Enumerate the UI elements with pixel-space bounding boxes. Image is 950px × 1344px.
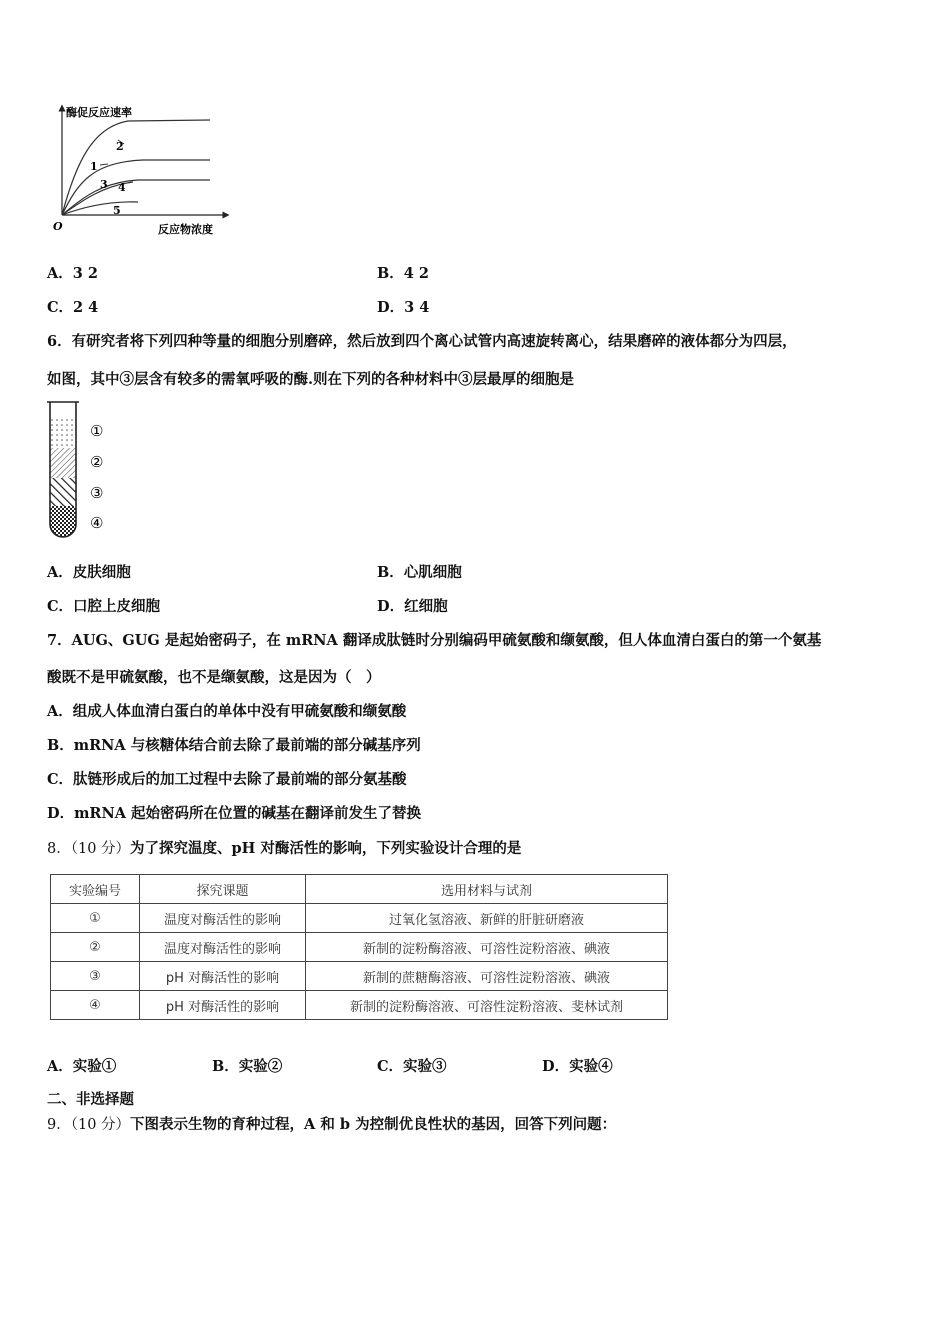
section-title: 二、非选择题	[47, 1091, 134, 1108]
q5-option-a[interactable]	[47, 262, 98, 283]
option-text: 皮肤细胞	[72, 564, 131, 581]
option-text: 实验③	[403, 1058, 447, 1075]
option-text: mRNA 起始密码所在位置的碱基在翻译前发生了替换	[74, 805, 422, 822]
option-text: 肽链形成后的加工过程中去除了最前端的部分氨基酸	[73, 771, 407, 788]
table-header: 探究课题	[140, 875, 306, 904]
q7-option-b[interactable]	[47, 734, 421, 755]
table-cell: ②	[51, 933, 140, 962]
question-number: 8．	[47, 841, 71, 857]
option-label: D．	[377, 299, 405, 316]
option-text: 口腔上皮细胞	[73, 598, 161, 615]
table-cell: ①	[51, 904, 140, 933]
question-score: （10 分）	[70, 841, 131, 857]
table-row	[51, 991, 668, 1020]
option-label: C．	[377, 1058, 404, 1075]
table-cell: 新制的淀粉酶溶液、可溶性淀粉溶液、斐林试剂	[306, 991, 668, 1020]
option-label: B．	[212, 1058, 239, 1075]
option-label: A．	[47, 1058, 73, 1075]
option-label: D．	[47, 805, 75, 822]
q8-option-b[interactable]	[212, 1055, 282, 1076]
q5-option-b[interactable]	[377, 262, 429, 283]
q8-option-c[interactable]	[377, 1055, 447, 1076]
option-label: A．	[47, 265, 73, 282]
q6-option-a[interactable]	[47, 561, 131, 582]
q6-stem-line2: 如图，其中③层含有较多的需氧呼吸的酶.则在下列的各种材料中③层最厚的细胞是	[47, 371, 575, 388]
option-text: 实验①	[72, 1058, 117, 1075]
table-cell: 温度对酶活性的影响	[140, 904, 306, 933]
option-text: 实验④	[569, 1058, 613, 1075]
q6-stem-line1: 6．有研究者将下列四种等量的细胞分别磨碎，然后放到四个离心试管内高速旋转离心，结果磨碎的液体都分为四层，	[47, 333, 797, 350]
q6-option-c[interactable]	[47, 595, 160, 616]
layer-1	[50, 418, 76, 448]
option-label: B．	[377, 265, 404, 282]
table-header: 选用材料与试剂	[306, 875, 668, 904]
option-text: 实验②	[238, 1058, 283, 1075]
q6-option-d[interactable]	[377, 595, 448, 616]
option-text: 2 4	[73, 299, 99, 316]
q7-option-d[interactable]	[47, 802, 421, 823]
q7-option-a[interactable]	[47, 700, 406, 721]
table-cell: 新制的蔗糖酶溶液、可溶性淀粉溶液、碘液	[306, 962, 668, 991]
option-label: A．	[47, 564, 73, 581]
x-axis-label: 反应物浓度	[158, 223, 213, 236]
option-text: 3 2	[72, 265, 98, 282]
q5-option-d[interactable]	[377, 296, 429, 317]
q8-option-a[interactable]	[47, 1055, 116, 1076]
curve-label-4: 4	[118, 181, 126, 194]
q7-stem-line2: 酸既不是甲硫氨酸，也不是缬氨酸，这是因为（ ）	[47, 669, 381, 686]
layer-2	[50, 448, 76, 478]
option-text: 组成人体血清白蛋白的单体中没有甲硫氨酸和缬氨酸	[72, 703, 407, 720]
curve-label-3: 3	[100, 178, 108, 191]
table-row	[51, 933, 668, 962]
option-label: D．	[542, 1058, 570, 1075]
option-text: 4 2	[403, 265, 429, 282]
q5-option-c[interactable]	[47, 296, 98, 317]
table-row	[51, 904, 668, 933]
table-cell: 温度对酶活性的影响	[140, 933, 306, 962]
layer-4	[50, 506, 76, 540]
curve-3	[62, 180, 210, 215]
y-axis-label: 酶促反应速率	[66, 106, 132, 119]
option-text: 红细胞	[404, 598, 448, 615]
question-text: 为了探究温度、pH 对酶活性的影响，下列实验设计合理的是	[130, 840, 522, 857]
enzyme-rate-figure	[48, 102, 238, 240]
tube-label-4: ④	[90, 514, 104, 532]
table-cell: pH 对酶活性的影响	[140, 962, 306, 991]
table-cell: ③	[51, 962, 140, 991]
option-text: 3 4	[404, 299, 430, 316]
option-label: A．	[47, 703, 73, 720]
curve-label-1: 1	[90, 160, 98, 173]
table-row	[51, 962, 668, 991]
q8-option-d[interactable]	[542, 1055, 613, 1076]
table-header: 实验编号	[51, 875, 140, 904]
curve-5	[62, 202, 138, 215]
table-cell: 新制的淀粉酶溶液、可溶性淀粉溶液、碘液	[306, 933, 668, 962]
table-cell: ④	[51, 991, 140, 1020]
option-label: B．	[47, 737, 74, 754]
table-header-row	[51, 875, 668, 904]
option-label: C．	[47, 299, 74, 316]
curve-1	[62, 160, 210, 215]
tube-label-2: ②	[90, 453, 104, 471]
q6-option-b[interactable]	[377, 561, 462, 582]
option-text: 心肌细胞	[403, 564, 462, 581]
experiment-table	[50, 874, 668, 1020]
tube-label-1: ①	[90, 422, 104, 440]
centrifuge-tube-figure	[40, 398, 130, 546]
option-label: D．	[377, 598, 405, 615]
option-label: C．	[47, 771, 74, 788]
curve-label-2: 2	[116, 140, 124, 153]
q9-stem	[47, 1113, 616, 1134]
origin-label: O	[53, 220, 63, 233]
option-label: B．	[377, 564, 404, 581]
question-score: （10 分）	[70, 1117, 131, 1133]
curve-label-5: 5	[113, 204, 121, 217]
option-text: mRNA 与核糖体结合前去除了最前端的部分碱基序列	[73, 737, 421, 754]
question-number: 9．	[47, 1117, 71, 1133]
q8-stem	[47, 837, 521, 858]
table-cell: pH 对酶活性的影响	[140, 991, 306, 1020]
tube-label-3: ③	[90, 484, 104, 502]
question-text: 下图表示生物的育种过程，A 和 b 为控制优良性状的基因，回答下列问题：	[130, 1116, 617, 1133]
option-label: C．	[47, 598, 74, 615]
layer-3	[50, 478, 76, 506]
q7-option-c[interactable]	[47, 768, 407, 789]
table-cell: 过氧化氢溶液、新鲜的肝脏研磨液	[306, 904, 668, 933]
q7-stem-line1: 7．AUG、GUG 是起始密码子，在 mRNA 翻译成肽链时分别编码甲硫氨酸和缬氨酸，但人体血清白蛋白的第一个氨基	[47, 632, 822, 649]
